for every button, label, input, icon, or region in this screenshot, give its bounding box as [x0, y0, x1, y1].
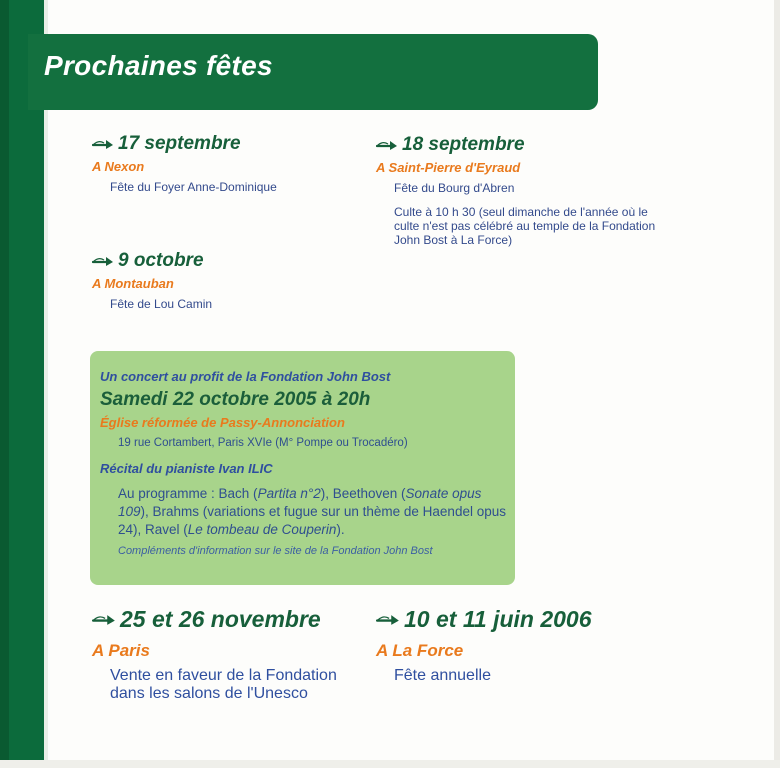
concert-address: 19 rue Cortambert, Paris XVIe (M° Pompe ou Trocadéro) — [118, 437, 408, 449]
event-date: 9 octobre — [118, 250, 204, 271]
event-description: Fête annuelle — [394, 667, 491, 684]
event-place: A La Force — [376, 641, 464, 660]
concert-date: Samedi 22 octobre 2005 à 20h — [100, 389, 371, 410]
concert-church: Église réformée de Passy-Annonciation — [100, 415, 345, 430]
spine-gutter — [44, 0, 48, 768]
program-text: ), Beethoven ( — [320, 486, 406, 501]
arrow-right-icon — [92, 255, 114, 267]
arrow-right-icon — [92, 613, 116, 626]
concert-program — [118, 485, 513, 539]
concert-more-info: Compléments d'information sur le site de la Fondation John Bost — [118, 545, 433, 557]
event-date-row — [376, 134, 664, 156]
event-date-row — [376, 606, 592, 633]
page-bottom-edge — [0, 760, 780, 768]
concert-box — [90, 351, 515, 585]
program-work: Partita n°2 — [257, 486, 321, 501]
concert-recital: Récital du pianiste Ivan ILIC — [100, 461, 273, 476]
program-work: Le tombeau de Couperin — [187, 522, 337, 537]
concert-intro: Un concert au profit de la Fondation John Bost — [100, 369, 391, 384]
arrow-right-icon — [92, 138, 114, 150]
program-text: ), Brahms (variations et fugue sur un thème de Haendel opus 24), Ravel ( — [118, 504, 506, 537]
event-date: 25 et 26 novembre — [120, 606, 321, 632]
program-text: ). — [336, 522, 345, 537]
program-text: Au programme : Bach ( — [118, 486, 258, 501]
event-date: 10 et 11 juin 2006 — [404, 606, 592, 632]
event-description: Fête du Foyer Anne-Dominique — [110, 180, 277, 194]
event-la-force — [376, 606, 592, 685]
event-note: Culte à 10 h 30 (seul dimanche de l'année où le culte n'est pas célébré au temple de la Fondation John Bost à La Force) — [394, 205, 656, 247]
event-description: Vente en faveur de la Fondation dans les salons de l'Unesco — [110, 667, 337, 702]
event-date: 17 septembre — [118, 133, 241, 154]
event-date-row — [92, 250, 212, 272]
event-saint-pierre — [376, 134, 664, 247]
event-montauban — [92, 250, 212, 311]
event-date: 18 septembre — [402, 134, 525, 155]
event-place: A Paris — [92, 641, 150, 660]
event-place: A Saint-Pierre d'Eyraud — [376, 160, 521, 175]
event-paris — [92, 606, 340, 703]
event-place: A Nexon — [92, 159, 145, 174]
page-title: Prochaines fêtes — [44, 50, 273, 81]
page-edge — [774, 0, 780, 768]
event-nexon — [92, 133, 277, 194]
event-date-row — [92, 606, 340, 633]
event-description: Fête du Bourg d'Abren — [394, 181, 515, 195]
event-date-row — [92, 133, 277, 155]
program-work: Sonate opus 109 — [118, 486, 482, 519]
event-description: Fête de Lou Camin — [110, 297, 213, 311]
arrow-right-icon — [376, 613, 400, 626]
arrow-right-icon — [376, 139, 398, 151]
spine-edge — [0, 0, 9, 768]
event-place: A Montauban — [92, 276, 174, 291]
